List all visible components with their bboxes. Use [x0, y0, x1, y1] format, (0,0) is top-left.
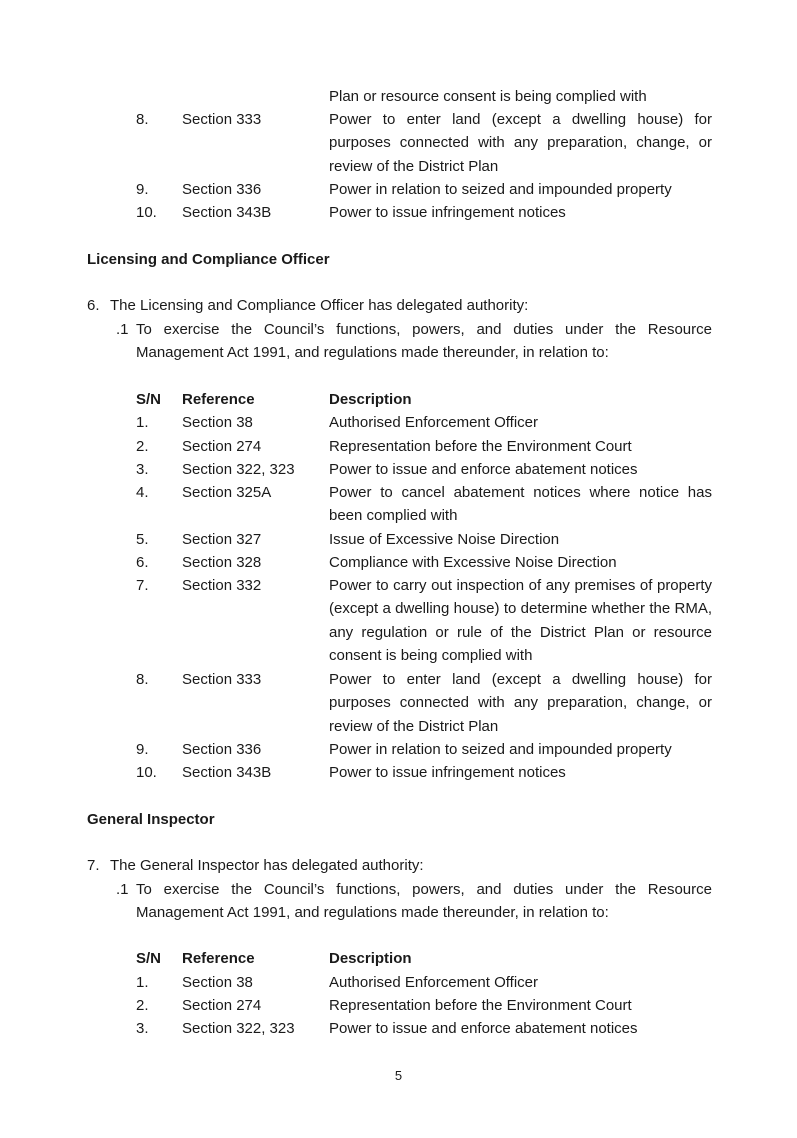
table-header: [0, 388, 797, 412]
row-description: Representation before the Environment Court: [329, 997, 632, 1014]
table-row: [0, 528, 797, 552]
row-description: Power to issue and enforce abatement notices: [329, 1020, 638, 1037]
table-row: [0, 481, 797, 525]
section-heading: Licensing and Compliance Officer: [87, 251, 330, 268]
row-reference: Section 333: [182, 111, 262, 128]
row-reference: Section 343B: [182, 764, 272, 781]
section-heading: General Inspector: [87, 811, 215, 828]
table-row: [0, 178, 797, 202]
row-number: 1.: [136, 974, 149, 991]
row-number: 3.: [136, 461, 149, 478]
row-reference: Section 343B: [182, 204, 272, 221]
column-header-reference: Reference: [182, 391, 255, 408]
row-reference: Section 38: [182, 414, 253, 431]
row-number: 6.: [136, 554, 149, 571]
table-row: [0, 668, 797, 735]
row-number: 10.: [136, 764, 157, 781]
row-number: 9.: [136, 181, 149, 198]
row-description: Power to carry out inspection of any premises of property (except a dwelling house) to determine whether the RMA, any regulation or rule of the District Plan or resource consent is being complied with: [329, 577, 712, 664]
row-description: Authorised Enforcement Officer: [329, 414, 538, 431]
row-number: 8.: [136, 111, 149, 128]
row-number: 4.: [136, 484, 149, 501]
row-reference: Section 325A: [182, 484, 272, 501]
paragraph-text: The Licensing and Compliance Officer has delegated authority:: [110, 297, 529, 314]
row-description: Power to enter land (except a dwelling house) for purposes connected with any preparation, change, or review of the District Plan: [329, 671, 712, 735]
row-reference: Section 274: [182, 438, 262, 455]
row-description: Power to enter land (except a dwelling house) for purposes connected with any preparation, change, or review of the District Plan: [329, 111, 712, 175]
row-description: Power to issue and enforce abatement notices: [329, 461, 638, 478]
row-reference: Section 274: [182, 997, 262, 1014]
table-row: [0, 411, 797, 435]
subparagraph-text: To exercise the Council’s functions, powers, and duties under the Resource Management Act 1991, and regulations made thereunder, in relation to:: [136, 881, 712, 922]
row-reference: Section 322, 323: [182, 461, 295, 478]
row-description: Power to cancel abatement notices where notice has been complied with: [329, 484, 712, 525]
row-number: 5.: [136, 531, 149, 548]
row-description: Power to issue infringement notices: [329, 764, 566, 781]
paragraph-text: The General Inspector has delegated authority:: [110, 857, 424, 874]
table-row: [0, 551, 797, 575]
row-description: Power in relation to seized and impounded property: [329, 741, 672, 758]
row-number: 3.: [136, 1020, 149, 1037]
table-row: [0, 85, 797, 109]
table-row: [0, 1017, 797, 1041]
column-header-reference: Reference: [182, 950, 255, 967]
paragraph-number: 6.: [87, 297, 100, 314]
row-number: 9.: [136, 741, 149, 758]
subparagraph-text: To exercise the Council’s functions, powers, and duties under the Resource Management Act 1991, and regulations made thereunder, in relation to:: [136, 321, 712, 362]
row-reference: Section 328: [182, 554, 262, 571]
row-number: 8.: [136, 671, 149, 688]
row-reference: Section 336: [182, 181, 262, 198]
table-row: [0, 201, 797, 225]
table-row: [0, 458, 797, 482]
row-description: Representation before the Environment Court: [329, 438, 632, 455]
row-description: Authorised Enforcement Officer: [329, 974, 538, 991]
table-row: [0, 435, 797, 459]
column-header-description: Description: [329, 391, 412, 408]
row-reference: Section 327: [182, 531, 262, 548]
row-description: Power to issue infringement notices: [329, 204, 566, 221]
row-description: Plan or resource consent is being complied with: [329, 88, 647, 105]
subparagraph-number: .1: [116, 321, 129, 338]
table-row: [0, 761, 797, 785]
row-number: 2.: [136, 997, 149, 1014]
row-reference: Section 322, 323: [182, 1020, 295, 1037]
table-row: [0, 994, 797, 1018]
subparagraph-number: .1: [116, 881, 129, 898]
table-row: [0, 574, 797, 664]
row-reference: Section 332: [182, 577, 262, 594]
row-number: 1.: [136, 414, 149, 431]
row-reference: Section 38: [182, 974, 253, 991]
table-header: [0, 947, 797, 971]
row-number: 10.: [136, 204, 157, 221]
row-reference: Section 333: [182, 671, 262, 688]
page-number: 5: [394, 1068, 403, 1083]
row-description: Issue of Excessive Noise Direction: [329, 531, 560, 548]
row-description: Power in relation to seized and impounded property: [329, 181, 672, 198]
table-row: [0, 971, 797, 995]
column-header-sn: S/N: [136, 950, 162, 967]
paragraph-number: 7.: [87, 857, 100, 874]
row-description: Compliance with Excessive Noise Direction: [329, 554, 617, 571]
table-row: [0, 738, 797, 762]
table-row: [0, 108, 797, 175]
row-number: 2.: [136, 438, 149, 455]
column-header-sn: S/N: [136, 391, 162, 408]
row-number: 7.: [136, 577, 149, 594]
row-reference: Section 336: [182, 741, 262, 758]
column-header-description: Description: [329, 950, 412, 967]
